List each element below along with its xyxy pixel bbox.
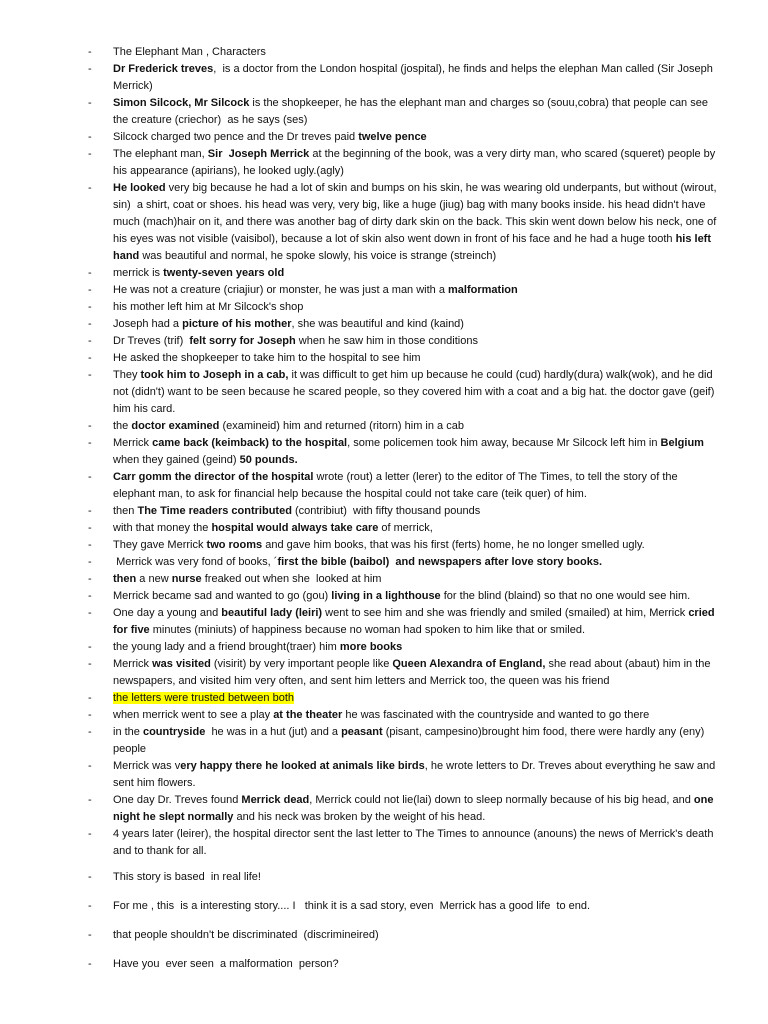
item-text: that people shouldn't be discriminated (discrimineired): [113, 929, 379, 941]
item-text: was beautiful and normal, he spoke slowly, his voice is strange (streinch): [139, 250, 497, 262]
list-item: [0, 605, 768, 639]
bullet-dash: -: [88, 63, 92, 75]
list-item: [0, 333, 768, 350]
list-item: [0, 316, 768, 333]
bold-text: hospital would always take care: [211, 522, 379, 534]
bullet-dash: -: [88, 284, 92, 296]
list-item: [0, 690, 768, 707]
bold-text: two rooms: [206, 539, 263, 551]
bullet-dash: -: [88, 539, 92, 551]
bold-text: peasant: [341, 726, 383, 738]
item-text: went to see him and she was friendly and smiled (smailed) at him, Merrick: [322, 607, 689, 619]
bullet-dash: -: [88, 471, 92, 483]
bold-text: Belgium: [660, 437, 704, 449]
bold-text: one night he slept normally: [113, 794, 717, 823]
list-item: [0, 826, 768, 860]
bullet-dash: -: [88, 726, 92, 738]
bullet-dash: -: [88, 148, 92, 160]
item-text: of merrick,: [378, 522, 433, 534]
list-item: [0, 898, 768, 915]
bullet-dash: -: [88, 760, 92, 772]
item-text: wrote (rout) a letter (lerer) to the editor of The Times, to tell the story of the elephant man, to ask for financial help because the hospital could not take care (teik quer) of him.: [113, 471, 681, 500]
bullet-dash: -: [88, 318, 92, 330]
bullet-dash: -: [88, 692, 92, 704]
item-text: and gave him books, that was his first (ferts) home, he no longer smelled ugly.: [262, 539, 645, 551]
bullet-dash: -: [88, 182, 92, 194]
list-item: [0, 129, 768, 146]
item-text: (examineid) him and returned (ritorn) him in a cab: [219, 420, 464, 432]
document-page: [0, 44, 768, 973]
bullet-list: [0, 44, 768, 973]
item-text: , she was beautiful and kind (kaind): [291, 318, 464, 330]
bullet-dash: -: [88, 641, 92, 653]
item-text: This story is based in real life!: [113, 871, 261, 883]
item-text: , Merrick could not lie(lai) down to sleep normally because of his big head, and: [309, 794, 694, 806]
item-text: (pisant, campesino)brought him food, there were hardly any (eny) people: [113, 726, 708, 755]
item-text: very big because he had a lot of skin and bumps on his skin, he was wearing old underpants, but without (wirout, sin) a shirt, coat or shoes. his head was very, very big, like a huge (jiug) bag with many books inside. his head didn't have much (mach)hair on it, and there was another bag of dirty dark skin on the back. This skin went down below his neck, one of his eyes was not visible (vaisibol), because a lot of skin also went down in front of his face and he had a huge tooth: [113, 182, 720, 245]
list-item: [0, 469, 768, 503]
bold-text: Sir Joseph Merrick: [207, 148, 310, 160]
list-item: [0, 44, 768, 61]
list-item: [0, 537, 768, 554]
bold-text: felt sorry for Joseph: [189, 335, 296, 347]
item-text: he was in a hut (jut) and a: [205, 726, 342, 738]
bold-text: nurse: [171, 573, 202, 585]
bullet-dash: -: [88, 267, 92, 279]
item-text: , he wrote letters to Dr. Treves about everything he saw and sent him flowers.: [113, 760, 719, 789]
item-text: , is a doctor from the London hospital (jospital), he finds and helps the elephan Man called (Sir Joseph Merrick): [113, 63, 716, 92]
item-text: Merrick was very fond of books, ´: [113, 556, 278, 568]
item-text: One day a young and: [113, 607, 222, 619]
item-text: Merrick was v: [113, 760, 181, 772]
bullet-dash: -: [88, 658, 92, 670]
item-text: his mother left him at Mr Silcock's shop: [113, 301, 304, 313]
bold-text: took him to Joseph in a cab,: [140, 369, 289, 381]
list-item: [0, 571, 768, 588]
item-text: The Elephant Man , Characters: [113, 46, 266, 58]
bullet-dash: -: [88, 958, 92, 970]
bold-text: then: [113, 573, 137, 585]
list-item: [0, 299, 768, 316]
bold-text: his left hand: [113, 233, 715, 262]
bold-text: twenty-seven years old: [163, 267, 285, 279]
bullet-dash: -: [88, 437, 92, 449]
bullet-dash: -: [88, 420, 92, 432]
list-item: [0, 707, 768, 724]
bullet-dash: -: [88, 828, 92, 840]
item-text: For me , this is a interesting story.... I think it is a sad story, even Merrick has a good life to end.: [113, 900, 591, 912]
bold-text: cried for five: [113, 607, 718, 636]
list-item: [0, 146, 768, 180]
item-text: for the blind (blaind) so that no one would see him.: [440, 590, 691, 602]
bullet-dash: -: [88, 352, 92, 364]
bold-text: picture of his mother: [182, 318, 292, 330]
highlighted-text: the letters were trusted between both: [113, 692, 294, 704]
item-text: when he saw him in those conditions: [295, 335, 478, 347]
item-text: Merrick: [113, 658, 153, 670]
item-text: Dr Treves (trif): [113, 335, 190, 347]
bold-text: beautiful lady (leiri): [221, 607, 323, 619]
item-text: at the beginning of the book, was a very dirty man, who scared (squeret) people by his appearance (apirians), he looked ugly.(agly): [113, 148, 719, 177]
bullet-dash: -: [88, 607, 92, 619]
item-text: Silcock charged two pence and the Dr treves paid: [113, 131, 359, 143]
bullet-dash: -: [88, 794, 92, 806]
bullet-dash: -: [88, 369, 92, 381]
list-item: [0, 435, 768, 469]
bullet-dash: -: [88, 929, 92, 941]
item-text: 4 years later (leirer), the hospital director sent the last letter to The Times to announce (anouns) the news of Merrick's death and to thank for all.: [113, 828, 717, 857]
item-text: One day Dr. Treves found: [113, 794, 242, 806]
bold-text: ery happy there he looked at animals like birds: [180, 760, 425, 772]
list-item: [0, 180, 768, 265]
item-text: is the shopkeeper, he has the elephant man and charges so (souu,cobra) that people can see the creature (criechor) as he says (ses): [113, 97, 712, 126]
item-text: Have you ever seen a malformation person?: [113, 958, 339, 970]
bold-text: Carr gomm the director of the hospital: [113, 471, 314, 483]
list-item: [0, 656, 768, 690]
item-text: it was difficult to get him up because he could (cud) hardly(dura) walk(wok), and he did not (didn't) want to be seen because he scared people, so they covered him with a coat and a big hat. the doctor gave (geif) him his card.: [113, 369, 718, 415]
bold-text: living in a lighthouse: [331, 590, 441, 602]
bold-text: He looked: [113, 182, 166, 194]
item-text: They: [113, 369, 141, 381]
item-text: the: [113, 420, 132, 432]
list-item: [0, 956, 768, 973]
list-item: [0, 282, 768, 299]
item-text: when they gained (geind): [113, 437, 708, 466]
list-item: [0, 927, 768, 944]
list-item: [0, 350, 768, 367]
list-item: [0, 367, 768, 418]
bold-text: came back (keimback) to the hospital: [152, 437, 348, 449]
bullet-dash: -: [88, 556, 92, 568]
item-text: (contribiut) with fifty thousand pounds: [291, 505, 481, 517]
bold-text: first the bible (baibol) and newspapers after love story books.: [277, 556, 603, 568]
bullet-dash: -: [88, 505, 92, 517]
bold-text: malformation: [448, 284, 518, 296]
list-item: [0, 724, 768, 758]
bold-text: twelve pence: [358, 131, 427, 143]
bold-text: more books: [339, 641, 403, 653]
item-text: , some policemen took him away, because Mr Silcock left him in: [347, 437, 661, 449]
bullet-dash: -: [88, 573, 92, 585]
item-text: she read about (abaut) him in the newspapers, and visited him very often, and sent him letters and Merrick too, the queen was his friend: [113, 658, 714, 687]
list-item: [0, 792, 768, 826]
bullet-dash: -: [88, 871, 92, 883]
list-item: [0, 503, 768, 520]
item-text: he was fascinated with the countryside and wanted to go there: [342, 709, 650, 721]
bold-text: was visited: [152, 658, 211, 670]
item-text: He was not a creature (criajiur) or monster, he was just a man with a: [113, 284, 449, 296]
bullet-dash: -: [88, 590, 92, 602]
bullet-dash: -: [88, 46, 92, 58]
item-text: when merrick went to see a play: [113, 709, 274, 721]
item-text: and his neck was broken by the weight of his head.: [233, 811, 486, 823]
item-text: the young lady and a friend brought(traer) him: [113, 641, 340, 653]
bullet-dash: -: [88, 97, 92, 109]
bold-text: Queen Alexandra of England,: [392, 658, 546, 670]
list-item: [0, 869, 768, 886]
bold-text: The Time readers contributed: [137, 505, 292, 517]
bullet-dash: -: [88, 522, 92, 534]
item-text: (visirit) by very important people like: [210, 658, 393, 670]
item-text: He asked the shopkeeper to take him to the hospital to see him: [113, 352, 421, 364]
list-item: [0, 758, 768, 792]
bold-text: Simon Silcock, Mr Silcock: [113, 97, 250, 109]
list-item: [0, 265, 768, 282]
list-item: [0, 554, 768, 571]
list-item: [0, 520, 768, 537]
list-item: [0, 61, 768, 95]
list-item: [0, 418, 768, 435]
item-text: Joseph had a: [113, 318, 183, 330]
bullet-dash: -: [88, 900, 92, 912]
item-text: freaked out when she looked at him: [201, 573, 382, 585]
item-text: merrick is: [113, 267, 164, 279]
bold-text: countryside: [142, 726, 206, 738]
item-text: Merrick: [113, 437, 153, 449]
bold-text: at the theater: [273, 709, 343, 721]
item-text: Merrick became sad and wanted to go (gou): [113, 590, 332, 602]
item-text: then: [113, 505, 138, 517]
list-item: [0, 95, 768, 129]
bullet-dash: -: [88, 709, 92, 721]
bold-text: doctor examined: [131, 420, 220, 432]
bullet-dash: -: [88, 131, 92, 143]
item-text: The elephant man,: [113, 148, 208, 160]
list-item: [0, 639, 768, 656]
item-text: in the: [113, 726, 143, 738]
item-text: minutes (miniuts) of happiness because no woman had spoken to him like that or smiled.: [149, 624, 586, 636]
item-text: They gave Merrick: [113, 539, 207, 551]
bullet-dash: -: [88, 301, 92, 313]
item-text: with that money the: [113, 522, 212, 534]
item-text: a new: [136, 573, 172, 585]
bold-text: Merrick dead: [241, 794, 310, 806]
bold-text: 50 pounds.: [239, 454, 298, 466]
list-item: [0, 588, 768, 605]
bullet-dash: -: [88, 335, 92, 347]
bold-text: Dr Frederick treves: [113, 63, 214, 75]
